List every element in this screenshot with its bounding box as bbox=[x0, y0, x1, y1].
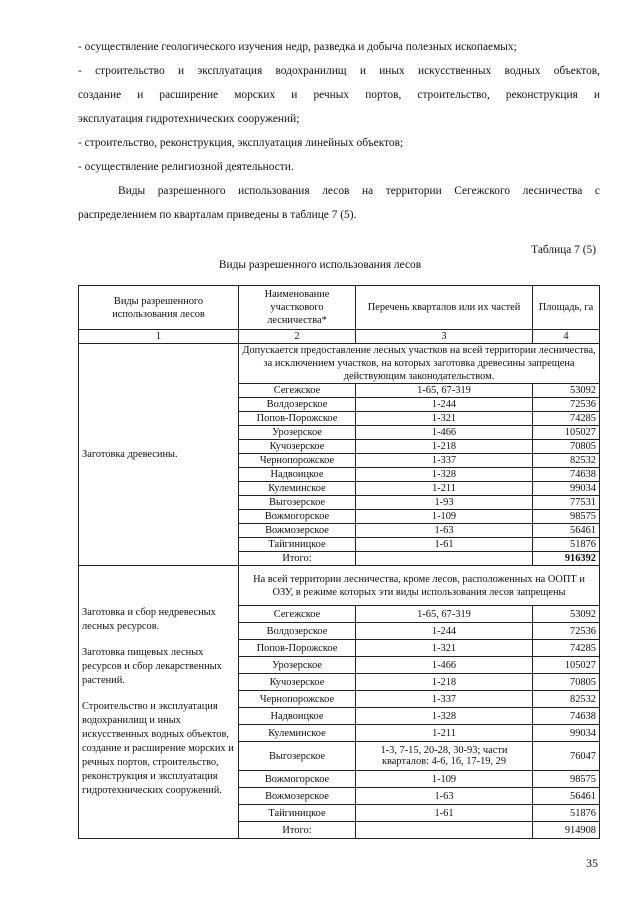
quarter-list: 1-466 bbox=[356, 426, 533, 440]
intro-line-3: создание и расширение морских и речных портов, строительство, реконструкция и bbox=[78, 89, 600, 101]
district-name: Попов-Порожское bbox=[239, 412, 356, 426]
area-value: 76047 bbox=[533, 742, 600, 771]
section-timber bbox=[79, 344, 600, 566]
quarter-list: 1-244 bbox=[356, 623, 533, 640]
uses-non-timber bbox=[79, 566, 239, 839]
total-value: 914908 bbox=[533, 822, 600, 839]
quarter-list: 1-65, 67-319 bbox=[356, 384, 533, 398]
total-blank bbox=[356, 552, 533, 566]
intro-line-1: - осуществление геологического изучения недр, разведка и добыча полезных ископаемых; bbox=[78, 41, 517, 53]
quarter-list: 1-211 bbox=[356, 725, 533, 742]
district-name: Кучозерское bbox=[239, 440, 356, 454]
district-name: Выгозерское bbox=[239, 496, 356, 510]
district-name: Вожмозерское bbox=[239, 524, 356, 538]
quarter-list: 1-218 bbox=[356, 674, 533, 691]
district-name: Кулеминское bbox=[239, 482, 356, 496]
use-food-resources: Заготовка пищевых лесных ресурсов и сбор лекарственных растений. bbox=[82, 647, 222, 686]
quarter-list: 1-63 bbox=[356, 788, 533, 805]
quarter-list: 1-321 bbox=[356, 412, 533, 426]
area-value: 70805 bbox=[533, 440, 600, 454]
header-district: Наименование участкового лесничества* bbox=[239, 286, 356, 330]
district-name: Вожмозерское bbox=[239, 788, 356, 805]
total-value: 916392 bbox=[533, 552, 600, 566]
intro-line-6: - осуществление религиозной деятельности. bbox=[78, 161, 294, 173]
header-use-types: Виды разрешенного использования лесов bbox=[79, 286, 239, 330]
area-value: 82532 bbox=[533, 691, 600, 708]
intro-line-4: эксплуатация гидротехнических сооружений; bbox=[78, 113, 300, 125]
district-name: Волдозерское bbox=[239, 623, 356, 640]
area-value: 74285 bbox=[533, 412, 600, 426]
district-name: Чернопорожское bbox=[239, 691, 356, 708]
paragraph-line-1: Виды разрешенного использования лесов на территории Сегежского лесничества с bbox=[118, 185, 600, 197]
quarter-list: 1-61 bbox=[356, 805, 533, 822]
header-num-2: 2 bbox=[239, 330, 356, 344]
quarter-list: 1-466 bbox=[356, 657, 533, 674]
section1-note: Допускается предоставление лесных участков на всей территории лесничества, за исключением участков, на которых заготовка древесины запрещена действующим законодательством. bbox=[239, 344, 600, 384]
district-name: Надвоицкое bbox=[239, 708, 356, 725]
total-blank bbox=[356, 822, 533, 839]
section2-note: На всей территории лесничества, кроме лесов, расположенных на ООПТ и ОЗУ, в режиме которых эти виды использования лесов запрещены bbox=[239, 566, 600, 606]
district-name: Волдозерское bbox=[239, 398, 356, 412]
header-num-3: 3 bbox=[356, 330, 533, 344]
area-value: 74638 bbox=[533, 468, 600, 482]
district-name: Урозерское bbox=[239, 657, 356, 674]
quarter-list: 1-211 bbox=[356, 482, 533, 496]
quarter-list: 1-218 bbox=[356, 440, 533, 454]
district-name: Вожмогорское bbox=[239, 771, 356, 788]
quarter-list: 1-337 bbox=[356, 454, 533, 468]
page-number: 35 bbox=[586, 856, 598, 870]
district-name: Вожмогорское bbox=[239, 510, 356, 524]
quarter-list: 1-61 bbox=[356, 538, 533, 552]
area-value: 99034 bbox=[533, 725, 600, 742]
quarter-list: 1-3, 7-15, 20-28, 30-93; части кварталов: 4-6, 16, 17-19, 29 bbox=[356, 742, 533, 771]
district-name: Кучозерское bbox=[239, 674, 356, 691]
district-name: Кулеминское bbox=[239, 725, 356, 742]
area-value: 56461 bbox=[533, 788, 600, 805]
quarter-list: 1-328 bbox=[356, 468, 533, 482]
forest-use-table bbox=[78, 285, 600, 839]
district-name: Тайгиницкое bbox=[239, 805, 356, 822]
area-value: 82532 bbox=[533, 454, 600, 468]
area-value: 99034 bbox=[533, 482, 600, 496]
intro-text bbox=[78, 35, 600, 227]
header-quarters: Перечень кварталов или их частей bbox=[356, 286, 533, 330]
quarter-list: 1-65, 67-319 bbox=[356, 606, 533, 623]
district-name: Тайгиницкое bbox=[239, 538, 356, 552]
intro-line-5: - строительство, реконструкция, эксплуатация линейных объектов; bbox=[78, 137, 404, 149]
quarter-list: 1-63 bbox=[356, 524, 533, 538]
area-value: 53092 bbox=[533, 384, 600, 398]
area-value: 105027 bbox=[533, 657, 600, 674]
header-area: Площадь, га bbox=[533, 286, 600, 330]
district-name: Сегежское bbox=[239, 384, 356, 398]
section-non-timber bbox=[79, 566, 600, 839]
district-name: Сегежское bbox=[239, 606, 356, 623]
district-name: Чернопорожское bbox=[239, 454, 356, 468]
area-value: 72536 bbox=[533, 623, 600, 640]
area-value: 74638 bbox=[533, 708, 600, 725]
quarter-list: 1-321 bbox=[356, 640, 533, 657]
area-value: 74285 bbox=[533, 640, 600, 657]
header-num-1: 1 bbox=[79, 330, 239, 344]
district-name: Попов-Порожское bbox=[239, 640, 356, 657]
use-non-timber-resources: Заготовка и сбор недревесных лесных ресурсов. bbox=[82, 607, 216, 632]
total-label: Итого: bbox=[239, 822, 356, 839]
total-label: Итого: bbox=[239, 552, 356, 566]
area-value: 77531 bbox=[533, 496, 600, 510]
district-name: Выгозерское bbox=[239, 742, 356, 771]
quarter-list: 1-93 bbox=[356, 496, 533, 510]
area-value: 51876 bbox=[533, 538, 600, 552]
area-value: 70805 bbox=[533, 674, 600, 691]
area-value: 51876 bbox=[533, 805, 600, 822]
area-value: 105027 bbox=[533, 426, 600, 440]
area-value: 53092 bbox=[533, 606, 600, 623]
quarter-list: 1-109 bbox=[356, 771, 533, 788]
area-value: 72536 bbox=[533, 398, 600, 412]
district-name: Урозерское bbox=[239, 426, 356, 440]
table-title: Виды разрешенного использования лесов bbox=[218, 259, 422, 271]
area-value: 56461 bbox=[533, 524, 600, 538]
quarter-list: 1-328 bbox=[356, 708, 533, 725]
use-timber-harvesting: Заготовка древесины. bbox=[79, 344, 239, 566]
header-num-4: 4 bbox=[533, 330, 600, 344]
quarter-list: 1-337 bbox=[356, 691, 533, 708]
area-value: 98575 bbox=[533, 510, 600, 524]
quarter-list: 1-109 bbox=[356, 510, 533, 524]
area-value: 98575 bbox=[533, 771, 600, 788]
quarter-list: 1-244 bbox=[356, 398, 533, 412]
use-water-construction: Строительство и эксплуатация водохранилищ и иных искусственных водных объектов, создание и расширение морских и речных портов, строительство, реконструкция и эксплуатация гидротехнических сооружений. bbox=[82, 701, 234, 796]
table-number: Таблица 7 (5) bbox=[531, 244, 596, 256]
intro-line-2: - строительство и эксплуатация водохранилищ и иных искусственных водных объектов, bbox=[78, 65, 600, 77]
district-name: Надвоицкое bbox=[239, 468, 356, 482]
paragraph-line-2: распределением по кварталам приведены в таблице 7 (5). bbox=[78, 209, 357, 221]
